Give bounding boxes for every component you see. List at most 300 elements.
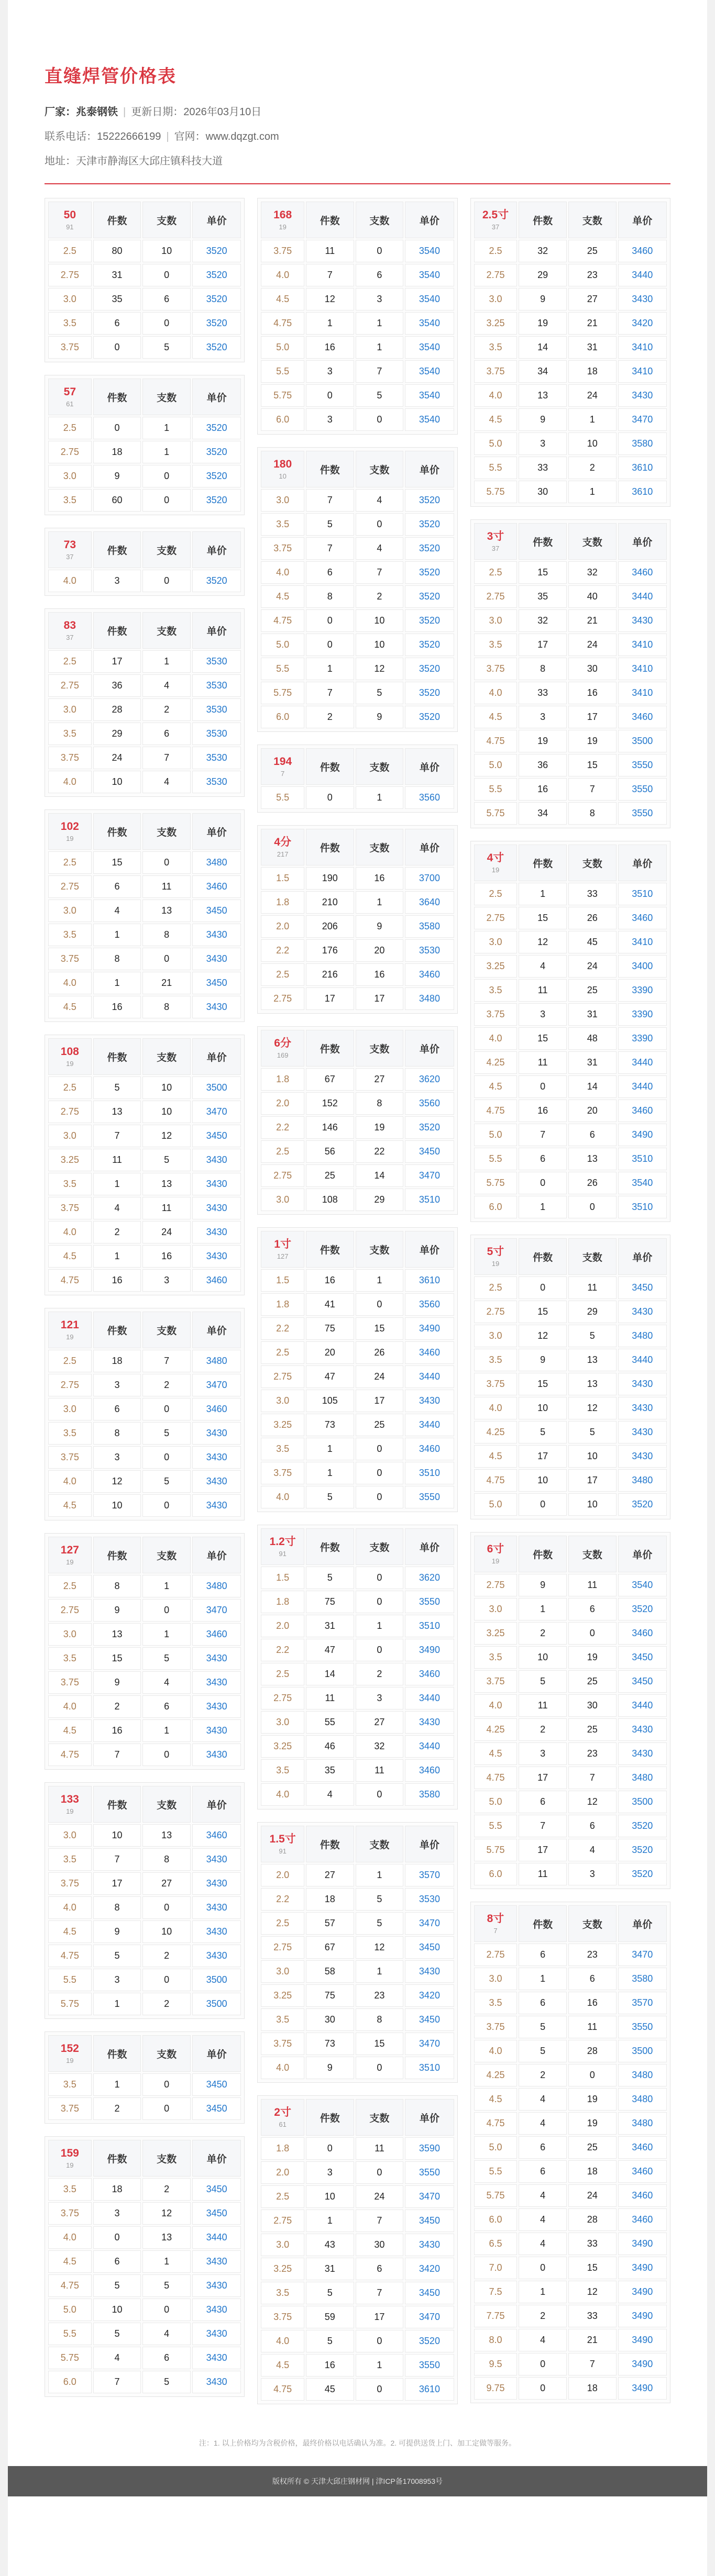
price-cell[interactable]: 3430	[618, 1397, 667, 1419]
price-cell[interactable]: 3580	[618, 1968, 667, 1990]
price-cell[interactable]: 3430	[192, 924, 241, 946]
price-cell[interactable]: 3520	[192, 465, 241, 487]
price-cell[interactable]: 3430	[192, 1719, 241, 1742]
price-cell[interactable]: 3520	[405, 561, 454, 584]
price-cell[interactable]: 3540	[405, 408, 454, 431]
price-cell[interactable]: 3540	[405, 264, 454, 286]
table-row	[48, 900, 241, 922]
price-cell[interactable]: 3430	[192, 1446, 241, 1469]
price-cell[interactable]: 3420	[405, 2258, 454, 2280]
price-header: 单价	[192, 813, 241, 850]
price-cell[interactable]: 3530	[192, 674, 241, 697]
price-cell[interactable]: 3450	[405, 1936, 454, 1959]
pieces-cell: 5	[306, 1486, 354, 1508]
pieces-cell: 5	[306, 1567, 354, 1589]
table-header-row	[261, 1231, 454, 1268]
price-cell[interactable]: 3410	[618, 682, 667, 704]
price-cell[interactable]: 3450	[405, 2282, 454, 2304]
price-cell[interactable]: 3530	[192, 723, 241, 745]
price-cell[interactable]: 3450	[192, 972, 241, 994]
price-cell[interactable]: 3460	[405, 1663, 454, 1685]
table-row	[261, 384, 454, 407]
table-row	[261, 867, 454, 890]
price-cell[interactable]: 3460	[192, 1398, 241, 1420]
price-cell[interactable]: 3520	[405, 658, 454, 680]
price-cell[interactable]: 3430	[192, 1872, 241, 1895]
price-cell[interactable]: 3430	[192, 996, 241, 1018]
price-cell[interactable]: 3410	[618, 658, 667, 680]
price-cell[interactable]: 3490	[618, 2329, 667, 2351]
price-cell[interactable]: 3430	[192, 1671, 241, 1694]
price-cell[interactable]: 3520	[405, 706, 454, 728]
pieces-cell: 4	[93, 1197, 141, 1219]
price-card-57	[45, 375, 245, 515]
price-cell[interactable]: 3480	[618, 2088, 667, 2111]
price-cell[interactable]: 3520	[405, 609, 454, 632]
table-row	[48, 747, 241, 769]
price-cell[interactable]: 3500	[618, 1791, 667, 1813]
price-cell[interactable]: 3460	[405, 1341, 454, 1364]
price-cell[interactable]: 3440	[618, 1694, 667, 1717]
pieces-cell: 6	[519, 2160, 567, 2183]
price-cell[interactable]: 3520	[405, 682, 454, 704]
price-cell[interactable]: 3590	[405, 2137, 454, 2160]
pieces-cell: 17	[306, 987, 354, 1010]
counts-cell: 6	[568, 1124, 617, 1146]
price-cell[interactable]: 3540	[405, 336, 454, 359]
price-cell[interactable]: 3410	[618, 634, 667, 656]
price-cell[interactable]: 3430	[192, 2323, 241, 2345]
thickness-cell: 2.75	[261, 1164, 304, 1187]
price-cell[interactable]: 3520	[405, 537, 454, 560]
price-cell[interactable]: 3470	[405, 1912, 454, 1935]
thickness-cell: 4.75	[48, 2274, 92, 2297]
price-cell[interactable]: 3520	[405, 1116, 454, 1139]
table-row	[48, 570, 241, 592]
price-cell[interactable]: 3410	[618, 336, 667, 359]
price-cell[interactable]: 3490	[405, 1639, 454, 1661]
price-cell[interactable]: 3430	[405, 1960, 454, 1983]
counts-cell: 15	[356, 2033, 404, 2055]
table-row	[474, 2184, 667, 2207]
thickness-cell: 2.75	[48, 441, 92, 463]
price-cell[interactable]: 3490	[618, 2281, 667, 2303]
price-cell[interactable]: 3540	[405, 312, 454, 335]
price-cell[interactable]: 3520	[192, 240, 241, 262]
price-cell[interactable]: 3460	[618, 2160, 667, 2183]
price-header: 单价	[192, 1786, 241, 1823]
price-cell[interactable]: 3470	[405, 2033, 454, 2055]
counts-cell: 6	[142, 723, 191, 745]
price-table-1.5寸	[259, 1824, 455, 2081]
price-cell[interactable]: 3490	[618, 2353, 667, 2375]
pieces-cell: 75	[306, 1317, 354, 1340]
price-cell[interactable]: 3450	[192, 1125, 241, 1147]
counts-cell: 3	[568, 1863, 617, 1885]
price-cell[interactable]: 3460	[618, 1100, 667, 1122]
price-cell[interactable]: 3470	[192, 1101, 241, 1123]
price-cell[interactable]: 3460	[618, 706, 667, 728]
price-cell[interactable]: 3470	[618, 408, 667, 431]
price-cell[interactable]: 3430	[618, 1301, 667, 1323]
price-cell[interactable]: 3530	[405, 939, 454, 962]
price-cell[interactable]: 3430	[618, 1742, 667, 1765]
pieces-cell: 41	[306, 1293, 354, 1316]
table-row	[474, 561, 667, 584]
price-cell[interactable]: 3490	[618, 2305, 667, 2327]
price-cell[interactable]: 3520	[618, 1815, 667, 1837]
price-cell[interactable]: 3450	[192, 2097, 241, 2120]
price-cell[interactable]: 3470	[618, 1944, 667, 1966]
price-cell[interactable]: 3550	[618, 754, 667, 776]
price-cell[interactable]: 3400	[618, 955, 667, 978]
counts-cell: 20	[356, 939, 404, 962]
price-cell[interactable]: 3430	[618, 1373, 667, 1395]
size-number: 6寸	[487, 1543, 504, 1556]
price-cell[interactable]: 3460	[192, 1824, 241, 1847]
price-cell[interactable]: 3390	[618, 1003, 667, 1026]
price-cell[interactable]: 3520	[405, 634, 454, 656]
price-cell[interactable]: 3490	[618, 2377, 667, 2400]
price-cell[interactable]: 3500	[618, 730, 667, 752]
price-card-1寸	[257, 1227, 457, 1512]
price-cell[interactable]: 3430	[618, 1445, 667, 1468]
price-cell[interactable]: 3520	[192, 441, 241, 463]
price-cell[interactable]: 3500	[192, 1076, 241, 1099]
price-cell[interactable]: 3480	[618, 2064, 667, 2086]
price-cell[interactable]: 3610	[405, 1269, 454, 1292]
price-cell[interactable]: 3480	[192, 851, 241, 874]
price-cell[interactable]: 3430	[618, 288, 667, 310]
price-cell[interactable]: 3530	[192, 698, 241, 721]
price-cell[interactable]: 3430	[192, 1695, 241, 1718]
price-cell[interactable]: 3460	[192, 875, 241, 898]
price-cell[interactable]: 3570	[618, 1992, 667, 2014]
thickness-cell: 5.5	[474, 457, 518, 479]
price-cell[interactable]: 3430	[192, 2347, 241, 2369]
price-cell[interactable]: 3560	[405, 1092, 454, 1115]
price-cell[interactable]: 3480	[618, 1469, 667, 1492]
price-card-1.5寸	[257, 1822, 457, 2083]
counts-cell: 31	[568, 1003, 617, 1026]
price-cell[interactable]: 3430	[192, 2250, 241, 2273]
price-cell[interactable]: 3550	[618, 802, 667, 825]
counts-cell: 0	[142, 1744, 191, 1766]
table-row	[474, 1992, 667, 2014]
price-cell[interactable]: 3460	[192, 1269, 241, 1292]
table-row	[261, 513, 454, 536]
price-cell[interactable]: 3430	[192, 948, 241, 970]
price-cell[interactable]: 3420	[405, 1984, 454, 2007]
pieces-cell: 146	[306, 1116, 354, 1139]
thickness-cell: 3.75	[48, 336, 92, 359]
price-cell[interactable]: 3510	[618, 1196, 667, 1218]
price-cell[interactable]: 3470	[192, 1374, 241, 1396]
counts-cell: 10	[142, 1920, 191, 1943]
thickness-cell: 3.5	[474, 1646, 518, 1669]
price-cell[interactable]: 3460	[618, 2184, 667, 2207]
price-cell[interactable]: 3520	[405, 585, 454, 608]
price-cell[interactable]: 3460	[618, 2136, 667, 2159]
price-cell[interactable]: 3430	[192, 1173, 241, 1195]
price-cell[interactable]: 3520	[192, 570, 241, 592]
price-cell[interactable]: 3430	[618, 609, 667, 632]
price-cell[interactable]: 3530	[192, 747, 241, 769]
table-row	[261, 585, 454, 608]
price-cell[interactable]: 3450	[192, 900, 241, 922]
table-row	[261, 682, 454, 704]
price-cell[interactable]: 3460	[618, 907, 667, 929]
price-cell[interactable]: 3550	[405, 1486, 454, 1508]
price-cell[interactable]: 3430	[618, 1718, 667, 1741]
table-row	[474, 1767, 667, 1789]
pieces-header: 件数	[519, 1238, 567, 1275]
price-cell[interactable]: 3460	[618, 240, 667, 262]
price-cell[interactable]: 3410	[618, 931, 667, 953]
price-cell[interactable]: 3480	[405, 987, 454, 1010]
price-cell[interactable]: 3440	[405, 1735, 454, 1758]
thickness-cell: 4.0	[48, 771, 92, 793]
price-cell[interactable]: 3480	[618, 2112, 667, 2135]
table-row	[48, 924, 241, 946]
thickness-cell: 3.0	[48, 465, 92, 487]
price-cell[interactable]: 3430	[192, 1197, 241, 1219]
price-cell[interactable]: 3500	[618, 2040, 667, 2062]
price-cell[interactable]: 3430	[192, 1494, 241, 1517]
thickness-cell: 3.5	[48, 1422, 92, 1445]
price-cell[interactable]: 3430	[405, 1711, 454, 1734]
price-cell[interactable]: 3470	[405, 2185, 454, 2208]
size-spec: 19	[66, 1059, 74, 1068]
pieces-cell: 5	[93, 1945, 141, 1967]
price-cell[interactable]: 3640	[405, 891, 454, 914]
counts-header: 支数	[568, 523, 617, 560]
price-cell[interactable]: 3580	[405, 1783, 454, 1806]
pieces-cell: 15	[93, 1647, 141, 1670]
price-cell[interactable]: 3530	[405, 1888, 454, 1911]
price-cell[interactable]: 3430	[405, 1390, 454, 1412]
price-cell[interactable]: 3460	[618, 2208, 667, 2231]
price-cell[interactable]: 3610	[618, 481, 667, 503]
price-cell[interactable]: 3460	[618, 1622, 667, 1645]
price-cell[interactable]: 3510	[618, 883, 667, 905]
price-cell[interactable]: 3480	[618, 1325, 667, 1347]
price-cell[interactable]: 3520	[405, 2330, 454, 2352]
price-cell[interactable]: 3430	[192, 1848, 241, 1871]
price-cell[interactable]: 3450	[405, 2209, 454, 2232]
price-cell[interactable]: 3440	[192, 2226, 241, 2249]
price-cell[interactable]: 3540	[618, 1172, 667, 1194]
counts-cell: 9	[356, 915, 404, 938]
price-cell[interactable]: 3510	[405, 1189, 454, 1211]
price-cell[interactable]: 3490	[618, 2233, 667, 2255]
price-cell[interactable]: 3580	[618, 432, 667, 455]
price-cell[interactable]: 3440	[618, 585, 667, 608]
price-cell[interactable]: 3430	[192, 2371, 241, 2393]
price-cell[interactable]: 3430	[618, 1421, 667, 1444]
pieces-header: 件数	[93, 1312, 141, 1348]
thickness-cell: 3.0	[48, 698, 92, 721]
thickness-cell: 5.5	[474, 2160, 518, 2183]
size-spec: 91	[66, 223, 74, 231]
pieces-cell: 210	[306, 891, 354, 914]
pieces-cell: 10	[519, 1646, 567, 1669]
price-cell[interactable]: 3520	[192, 312, 241, 335]
counts-header: 支数	[142, 379, 191, 415]
price-cell[interactable]: 3470	[405, 2306, 454, 2328]
price-cell[interactable]: 3470	[405, 1164, 454, 1187]
price-cell[interactable]: 3490	[618, 1124, 667, 1146]
pieces-cell: 15	[519, 907, 567, 929]
price-cell[interactable]: 3450	[192, 2073, 241, 2096]
price-cell[interactable]: 3520	[618, 1863, 667, 1885]
counts-cell: 28	[568, 2040, 617, 2062]
price-cell[interactable]: 3450	[405, 2008, 454, 2031]
price-cell[interactable]: 3450	[618, 1646, 667, 1669]
price-cell[interactable]: 3460	[405, 1759, 454, 1782]
price-cell[interactable]: 3410	[618, 360, 667, 383]
price-cell[interactable]: 3450	[192, 2202, 241, 2225]
price-cell[interactable]: 3490	[405, 1317, 454, 1340]
table-row	[474, 1622, 667, 1645]
price-cell[interactable]: 3520	[618, 1598, 667, 1620]
price-cell[interactable]: 3430	[192, 1744, 241, 1766]
price-cell[interactable]: 3520	[405, 489, 454, 512]
price-cell[interactable]: 3460	[618, 561, 667, 584]
table-row	[474, 1325, 667, 1347]
price-cell[interactable]: 3480	[192, 1575, 241, 1597]
price-cell[interactable]: 3430	[192, 1221, 241, 1243]
price-cell[interactable]: 3610	[405, 2378, 454, 2401]
price-cell[interactable]: 3440	[618, 264, 667, 286]
pieces-cell: 2	[519, 1622, 567, 1645]
thickness-cell: 2.5	[261, 2185, 304, 2208]
price-cell[interactable]: 3430	[192, 1149, 241, 1171]
table-row	[474, 907, 667, 929]
price-cell[interactable]: 3460	[192, 1623, 241, 1646]
price-cell[interactable]: 3430	[192, 1896, 241, 1919]
price-cell[interactable]: 3390	[618, 979, 667, 1002]
price-cell[interactable]: 3430	[192, 1647, 241, 1670]
thickness-cell: 5.0	[474, 1124, 518, 1146]
price-cell[interactable]: 3530	[192, 771, 241, 793]
price-cell[interactable]: 3440	[405, 1365, 454, 1388]
price-cell[interactable]: 3570	[405, 1864, 454, 1886]
counts-header: 支数	[356, 1030, 404, 1067]
price-cell[interactable]: 3520	[618, 1493, 667, 1516]
price-cell[interactable]: 3480	[618, 1767, 667, 1789]
price-cell[interactable]: 3520	[192, 489, 241, 512]
thickness-cell: 3.0	[48, 1398, 92, 1420]
price-cell[interactable]: 3500	[192, 1993, 241, 2015]
price-cell[interactable]: 3550	[618, 2016, 667, 2038]
price-cell[interactable]: 3550	[618, 778, 667, 801]
price-cell[interactable]: 3430	[618, 384, 667, 407]
price-cell[interactable]: 3450	[405, 1140, 454, 1163]
price-cell[interactable]: 3430	[192, 2274, 241, 2297]
price-cell[interactable]: 3440	[618, 1349, 667, 1371]
price-cell[interactable]: 3550	[405, 1591, 454, 1613]
price-cell[interactable]: 3490	[618, 2257, 667, 2279]
price-cell[interactable]: 3510	[405, 1615, 454, 1637]
price-cell[interactable]: 3430	[192, 1945, 241, 1967]
price-cell[interactable]: 3540	[405, 288, 454, 310]
thickness-cell: 4.5	[48, 1719, 92, 1742]
price-cell[interactable]: 3450	[618, 1670, 667, 1693]
price-cell[interactable]: 3540	[618, 1574, 667, 1596]
counts-cell: 29	[568, 1301, 617, 1323]
pieces-cell: 9	[306, 2057, 354, 2079]
price-cell[interactable]: 3520	[618, 1839, 667, 1861]
price-cell[interactable]: 3500	[192, 1969, 241, 1991]
price-cell[interactable]: 3520	[405, 513, 454, 536]
table-row	[474, 706, 667, 728]
price-cell[interactable]: 3520	[192, 336, 241, 359]
price-cell[interactable]: 3430	[192, 1422, 241, 1445]
price-cell[interactable]: 3540	[405, 240, 454, 262]
price-cell[interactable]: 3430	[192, 1470, 241, 1493]
price-cell[interactable]: 3560	[405, 1293, 454, 1316]
pieces-cell: 30	[519, 481, 567, 503]
counts-cell: 20	[568, 1100, 617, 1122]
price-cell[interactable]: 3460	[405, 1438, 454, 1460]
price-cell[interactable]: 3610	[618, 457, 667, 479]
price-cell[interactable]: 3620	[405, 1567, 454, 1589]
price-cell[interactable]: 3430	[192, 1245, 241, 1268]
price-cell[interactable]: 3390	[618, 1027, 667, 1050]
price-cell[interactable]: 3480	[192, 1350, 241, 1372]
price-cell[interactable]: 3510	[405, 2057, 454, 2079]
price-cell[interactable]: 3700	[405, 867, 454, 890]
price-cell[interactable]: 3510	[618, 1148, 667, 1170]
thickness-cell: 4.0	[48, 1695, 92, 1718]
price-cell[interactable]: 3550	[405, 2354, 454, 2377]
price-cell[interactable]: 3520	[192, 288, 241, 310]
price-cell[interactable]: 3540	[405, 384, 454, 407]
price-cell[interactable]: 3450	[192, 2178, 241, 2201]
price-cell[interactable]: 3550	[405, 2161, 454, 2184]
pieces-header: 件数	[519, 202, 567, 238]
price-cell[interactable]: 3620	[405, 1068, 454, 1091]
price-cell[interactable]: 3430	[192, 2299, 241, 2321]
pieces-cell: 108	[306, 1189, 354, 1211]
thickness-cell: 1.5	[261, 1269, 304, 1292]
price-cell[interactable]: 3450	[618, 1276, 667, 1299]
price-cell[interactable]: 3440	[618, 1075, 667, 1098]
price-cell[interactable]: 3470	[192, 1599, 241, 1622]
price-cell[interactable]: 3580	[405, 915, 454, 938]
price-cell[interactable]: 3440	[405, 1414, 454, 1436]
price-cell[interactable]: 3430	[192, 1920, 241, 1943]
price-cell[interactable]: 3520	[192, 417, 241, 439]
price-cell[interactable]: 3460	[405, 963, 454, 986]
price-cell[interactable]: 3520	[192, 264, 241, 286]
price-cell[interactable]: 3440	[405, 1687, 454, 1709]
price-cell[interactable]: 3510	[405, 1462, 454, 1484]
price-cell[interactable]: 3440	[618, 1051, 667, 1074]
price-cell[interactable]: 3430	[405, 2234, 454, 2256]
table-row	[261, 1783, 454, 1806]
counts-cell: 7	[568, 2353, 617, 2375]
price-cell[interactable]: 3420	[618, 312, 667, 335]
price-cell[interactable]: 3530	[192, 650, 241, 673]
meta-separator: |	[123, 106, 126, 118]
thickness-cell: 6.0	[48, 2371, 92, 2393]
price-cell[interactable]: 3540	[405, 360, 454, 383]
pieces-cell: 0	[306, 609, 354, 632]
table-row	[261, 1711, 454, 1734]
price-cell[interactable]: 3560	[405, 786, 454, 809]
